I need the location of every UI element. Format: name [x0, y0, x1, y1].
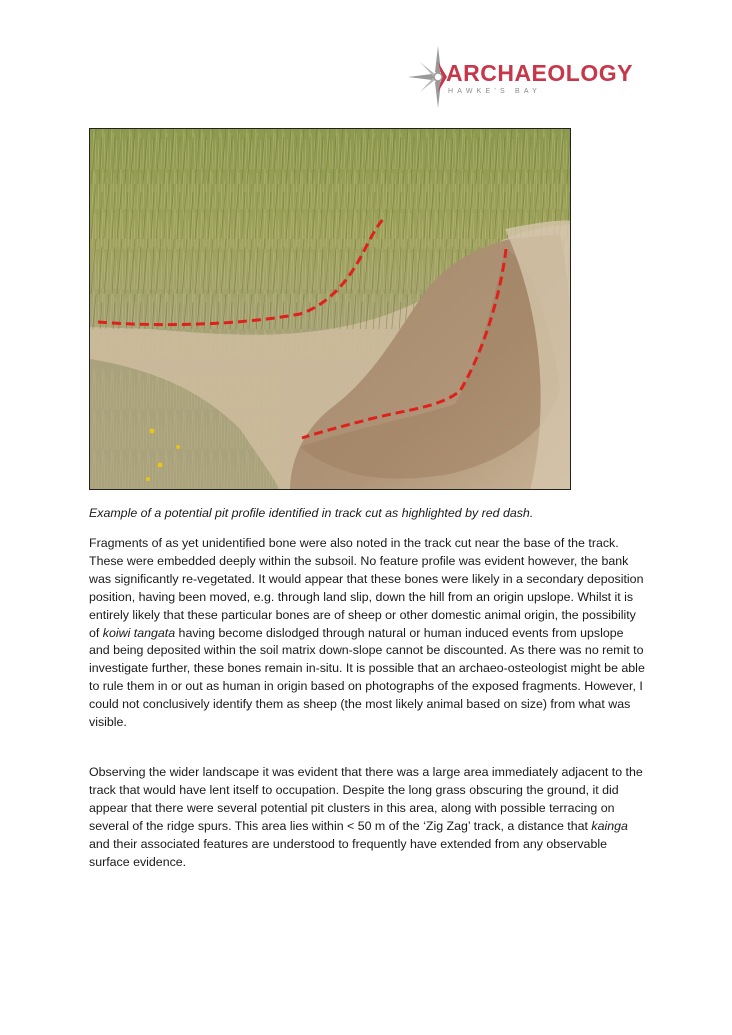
- paragraph-2-text-b: and their associated features are understood to frequently have extended from any observable surface evidence.: [89, 836, 607, 869]
- paragraph-1-text-b: having become dislodged through natural or human induced events from upslope and being deposited within the soil matrix down-slope cannot be discounted. As there was no remit to investigate further, these bones remain in-situ. It is possible that an archaeo-osteologist might be able to rule them in or out as human in origin based on photographs of the exposed fragments. However, I could not conclusively identify them as sheep (the most likely animal based on size) from what was visible.: [89, 625, 645, 730]
- body-paragraph-2: [89, 764, 647, 871]
- photo-caption: Example of a potential pit profile identified in track cut as highlighted by red dash.: [89, 506, 534, 520]
- pit-profile-photo: [89, 128, 571, 490]
- logo-subtitle: HAWKE'S BAY: [448, 88, 542, 95]
- paragraph-1-text-a: Fragments of as yet unidentified bone were also noted in the track cut near the base of the track. These were embedded deeply within the subsoil. No feature profile was evident however, the bank was significantly re-vegetated. It would appear that these bones were likely in a secondary deposition position, having been moved, e.g. through land slip, down the hill from an origin upslope. Whilst it is entirely likely that these particular bones are of sheep or other domestic animal origin, the possibility of: [89, 536, 644, 640]
- logo-title: ARCHAEOLOGY: [446, 60, 633, 86]
- compass-star-icon: [406, 44, 448, 110]
- archaeology-hawkes-bay-logo: [406, 44, 656, 110]
- paragraph-2-term: kainga: [591, 818, 628, 833]
- paragraph-2-text-a: Observing the wider landscape it was evident that there was a large area immediately adjacent to the track that would have lent itself to occupation. Despite the long grass obscuring the ground, it did appear that there were several potential pit clusters in this area, along with possible terracing on several of the ridge spurs. This area lies within < 50 m of the ‘Zig Zag’ track, a distance that: [89, 765, 643, 833]
- paragraph-1-term: koiwi tangata: [102, 625, 176, 640]
- body-paragraph-1: [89, 535, 647, 732]
